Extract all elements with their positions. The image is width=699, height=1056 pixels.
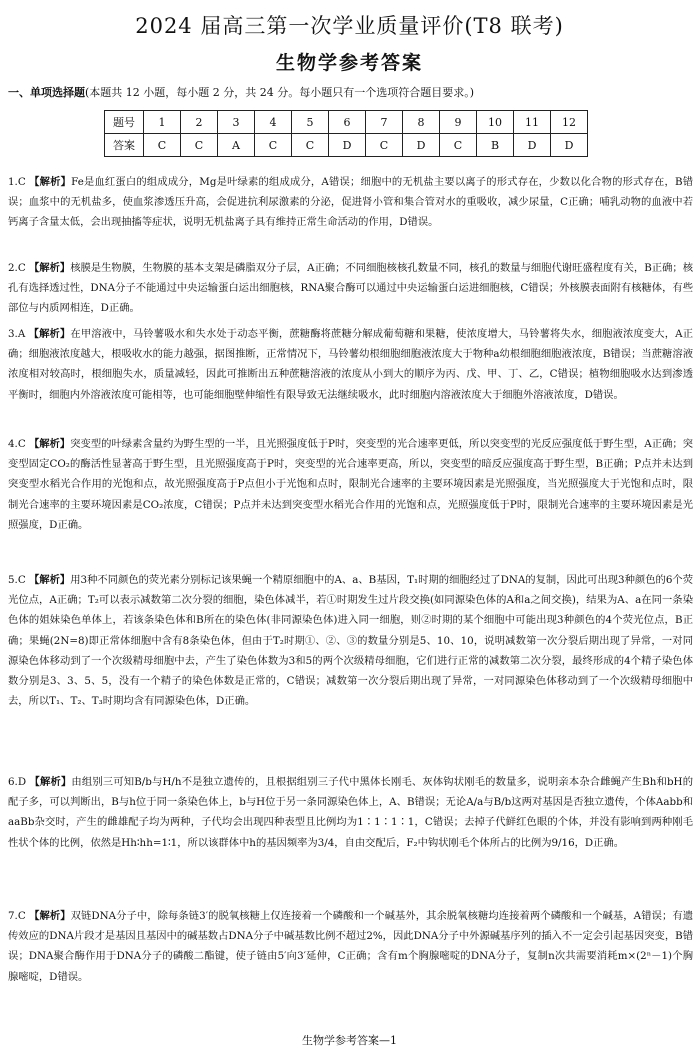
explanation-text: 双链DNA分子中，除每条链3′的脱氧核糖上仅连接着一个磷酸和一个碱基外，其余脱氧核糖均连接着两个磷酸和一个碱基，A错误；有遗传效应的DNA片段才是基因且基因中的碱基数占DNA分子中碱基数比例不超过2%，因此DNA分子中外源碱基序列的插入不一定会引起基因突变，B错误；DNA聚合酶作用于DNA分子的磷酸二酯键，使子链由5′向3′延伸，C正确；含有m个胸腺嘧啶的DNA分子，复制n次共需要消耗m×(2ⁿ－1)个胸腺嘧啶，D错误。 (8, 910, 694, 983)
question-number-cell: 5 (292, 111, 329, 134)
analysis-tag: 【解析】 (29, 438, 71, 450)
analysis-tag: 【解析】 (29, 176, 72, 188)
exam-title: 2024 届高三第一次学业质量评价(T8 联考) (135, 14, 564, 38)
answer-cell: C (181, 134, 218, 157)
question-number-cell: 1 (144, 111, 181, 134)
question-explanation-1 (8, 172, 693, 233)
question-answer: 3.A (8, 328, 26, 340)
question-answer: 7.C (8, 910, 26, 922)
question-explanation-3 (8, 324, 693, 405)
question-number-cell: 9 (440, 111, 477, 134)
explanation-text: Fe是血红蛋白的组成成分，Mg是叶绿素的组成成分，A错误；细胞中的无机盐主要以离子的形式存在，少数以化合物的形式存在，B错误；血浆中的无机盐多，使血浆渗透压升高，会促进抗利尿激素的分泌，促进肾小管和集合管对水的重吸收，减少尿量，C正确；哺乳动物的血液中若钙离子含量太低，会出现抽搐等症状，说明无机盐离子具有维持正常生命活动的作用，D错误。 (8, 176, 694, 229)
section-heading (8, 86, 693, 100)
explanation-text: 用3种不同颜色的荧光素分别标记该果蝇一个精原细胞中的A、a、B基因，T₁时期的细胞经过了DNA的复制，因此可出现3种颜色的6个荧光位点，A正确；T₂可以表示减数第二次分裂的细胞，染色体减半，若①时期发生过片段交换(如同源染色体的A和a之间交换)，结果为A、a在同一条染色体的姐妹染色单体上，若该条染色体和B所在的染色体(非同源染色体)进入同一细胞，则②时期的某个细胞中可能出现3种颜色的4个荧光位点，B正确；果蝇(2N=8)即正常体细胞中含有8条染色体，但由于T₂时期①、②、③的数量分别是5、10、10，说明减数第一次分裂后期出现了异常，一对同源染色体移动到了一个次级精母细胞中去，产生了染色体数为3和5的两个次级精母细胞，它们进行正常的减数第二次分裂，最终形成的4个精子染色体数分别是3、3、5、5，没有一个精子的染色体数是正常的，C错误；减数第一次分裂后期出现了异常，一对同源染色体移动到了一个次级精母细胞中去，所以T₁、T₂、T₃时期均含有同源染色体，D正确。 (8, 574, 694, 708)
question-number-cell: 4 (255, 111, 292, 134)
question-explanation-2 (8, 258, 693, 319)
question-answer: 5.C (8, 574, 26, 586)
answer-cell: C (366, 134, 403, 157)
answer-cell: D (551, 134, 588, 157)
question-number-cell: 2 (181, 111, 218, 134)
explanation-text: 在甲溶液中，马铃薯吸水和失水处于动态平衡，蔗糖酶将蔗糖分解成葡萄糖和果糖，使浓度增大，马铃薯将失水，细胞液浓度变大，A正确；细胞液浓度越大，根吸收水的能力越强，据图推断，正常情况下，马铃薯幼根细胞细胞液浓度大于物种a幼根细胞细胞液浓度，B错误；当蔗糖溶液浓度相对较高时，根细胞失水，质量减轻，因此可推断出五种蔗糖溶液的浓度从小到大的顺序为丙、戊、甲、丁、乙，C错误；植物细胞吸水达到渗透平衡时，细胞内外溶液浓度可能相等，也可能细胞壁伸缩性有限导致无法继续吸水，此时细胞内溶液浓度大于细胞外溶液浓度，D错误。 (8, 328, 694, 401)
analysis-tag: 【解析】 (29, 574, 71, 586)
section-note: (本题共 12 小题，每小题 2 分，共 24 分。每小题只有一个选项符合题目要求。) (85, 86, 475, 99)
question-answer: 2.C (8, 262, 26, 274)
answer-cell: D (329, 134, 366, 157)
subject-title: 生物学参考答案 (275, 52, 423, 74)
answer-table-number-row (105, 111, 588, 134)
answer-cell: B (477, 134, 514, 157)
answer-table (104, 110, 588, 157)
question-explanation-4 (8, 434, 693, 535)
question-answer: 1.C (8, 176, 26, 188)
analysis-tag: 【解析】 (29, 910, 71, 922)
question-number-cell: 7 (366, 111, 403, 134)
analysis-tag: 【解析】 (29, 776, 72, 788)
answer-cell: D (403, 134, 440, 157)
explanation-text: 由组别三可知B/b与H/h不是独立遗传的，且根据组别三子代中黑体长刚毛、灰体钩状刚毛的数量多，说明亲本杂合雌蝇产生Bh和bH的配子多，可以判断出，B与h位于同一条染色体上，b与H位于另一条同源染色体上，A、B错误；无论A/a与B/b这两对基因是否独立遗传，个体Aabb和aaBb杂交时，产生的雌雄配子均为两种，子代均会出现四种表型且比例均为1∶1∶1∶1，C错误；去掉子代鲜红色眼的个体，并没有影响到两种刚毛性状个体的比例，依然是Hh∶hh=1∶1，所以该群体中h的基因频率为3/4，自由交配后，F₂中钩状刚毛个体所占的比例为9/16，D正确。 (8, 776, 693, 849)
question-number-cell: 12 (551, 111, 588, 134)
question-answer: 4.C (8, 438, 26, 450)
answer-table-answer-row (105, 134, 588, 157)
explanation-text: 突变型的叶绿素含量约为野生型的一半，且光照强度低于P时，突变型的光合速率更低，所以突变型的光反应强度低于野生型，A正确；突变型固定CO₂的酶活性显著高于野生型，且光照强度高于P时，突变型的光合速率更高，所以，突变型的暗反应强度高于野生型，B正确；P点并未达到突变型水稻光合作用的光饱和点，故光照强度高于P点但小于光饱和点时，限制光合速率的主要环境因素是光照强度，当光照强度大于光饱和点时，限制光合速率的主要环境因素是CO₂浓度，C错误；P点并未达到突变型水稻光合作用的光饱和点，光照强度低于P时，限制光合速率的主要环境因素是光照强度，D正确。 (8, 438, 693, 531)
analysis-tag: 【解析】 (28, 328, 71, 340)
answer-cell: A (218, 134, 255, 157)
question-number-cell: 6 (329, 111, 366, 134)
question-explanation-7 (8, 906, 693, 987)
answer-cell: D (514, 134, 551, 157)
question-number-cell: 10 (477, 111, 514, 134)
question-number-cell: 11 (514, 111, 551, 134)
question-explanation-5 (8, 570, 693, 711)
answer-cell: C (144, 134, 181, 157)
question-number-cell: 3 (218, 111, 255, 134)
answer-cell: C (440, 134, 477, 157)
page-footer: 生物学参考答案—1 (302, 1034, 397, 1047)
section-title: 一、单项选择题 (8, 86, 85, 99)
explanation-text: 核膜是生物膜，生物膜的基本支架是磷脂双分子层，A正确；不同细胞核核孔数量不同，核孔的数量与细胞代谢旺盛程度有关，B正确；核孔有选择透过性，DNA分子不能通过中央运输蛋白运出细胞核，RNA聚合酶可以通过中央运输蛋白运进细胞核，C错误；外核膜表面附有核糖体，有些部位与内质网相连，D正确。 (8, 262, 693, 315)
row-label-answer: 答案 (105, 134, 144, 157)
question-answer: 6.D (8, 776, 27, 788)
question-number-cell: 8 (403, 111, 440, 134)
row-label-number: 题号 (105, 111, 144, 134)
answer-cell: C (292, 134, 329, 157)
answer-cell: C (255, 134, 292, 157)
analysis-tag: 【解析】 (28, 262, 71, 274)
question-explanation-6 (8, 772, 693, 853)
